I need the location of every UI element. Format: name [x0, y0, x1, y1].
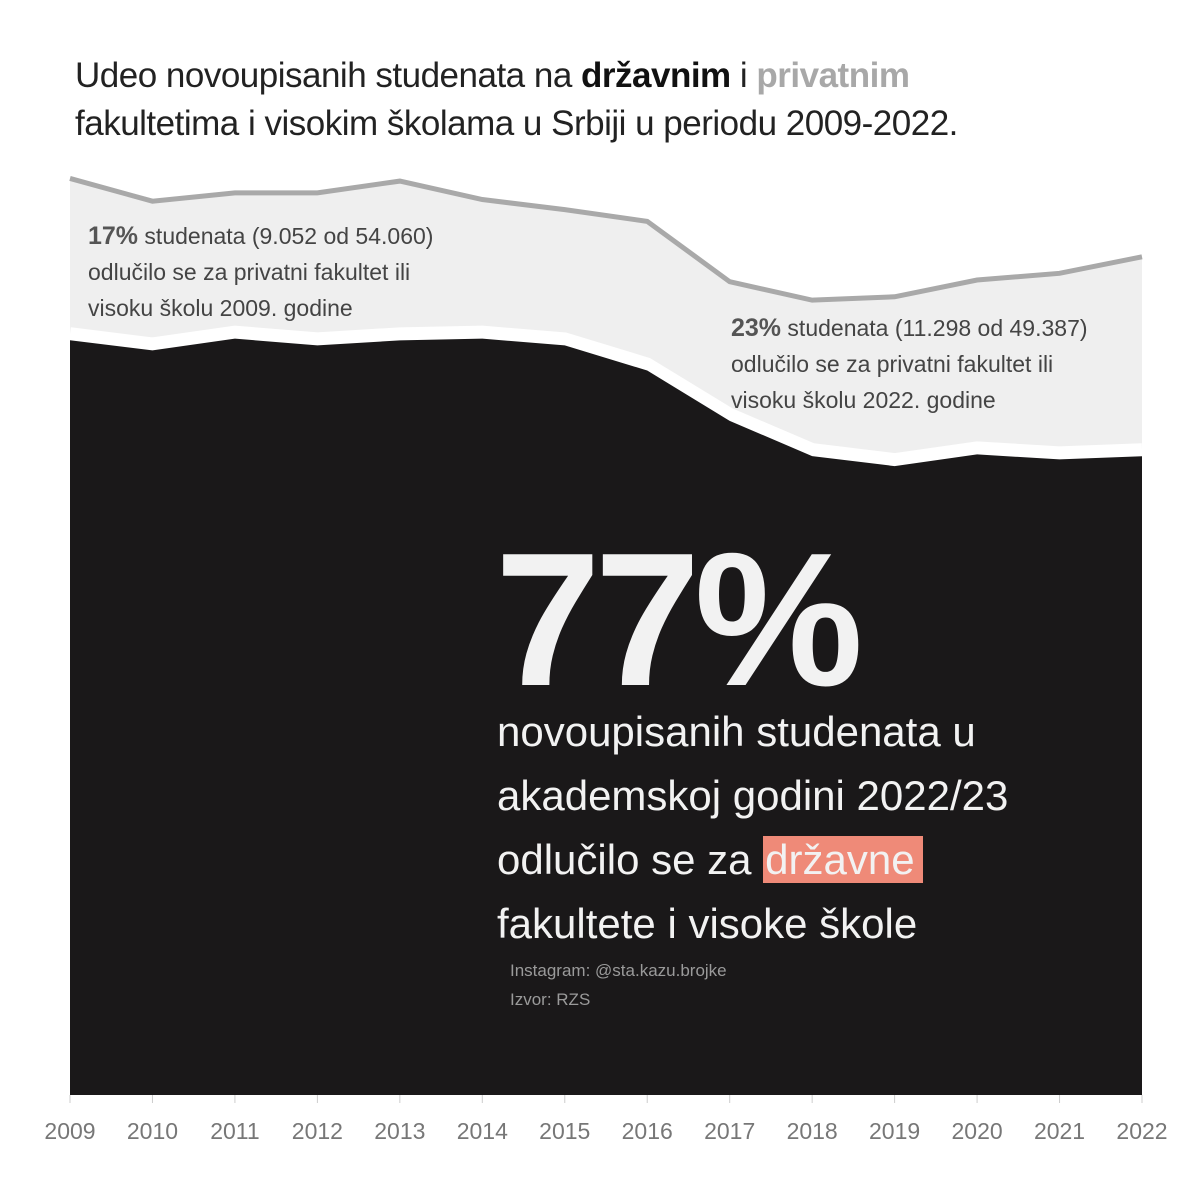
title-text: Udeo novoupisanih studenata na: [75, 56, 582, 95]
x-tick-label: 2013: [374, 1118, 426, 1144]
x-tick-label: 2022: [1116, 1118, 1168, 1144]
x-tick-label: 2014: [456, 1118, 508, 1144]
highlighted-word: državne: [763, 836, 922, 883]
instagram-credit: Instagram: @sta.kazu.brojke: [510, 961, 727, 980]
highlight-line: odlučilo se za: [497, 836, 764, 883]
x-tick-label: 2021: [1033, 1118, 1086, 1144]
annotation-text: visoku školu 2022. godine: [731, 387, 996, 413]
annotation-text: studenata (11.298 od 49.387): [781, 315, 1088, 341]
annotation-text: odlučilo se za privatni fakultet ili: [731, 351, 1054, 377]
x-tick-label: 2009: [44, 1118, 96, 1144]
x-tick-label: 2015: [539, 1118, 591, 1144]
title-line2: fakultetima i visokim školama u Srbiji u periodu 2009-2022.: [75, 104, 958, 143]
x-tick-label: 2018: [786, 1118, 838, 1144]
credits: [510, 956, 727, 1014]
annotation-text: visoku školu 2009. godine: [88, 295, 353, 321]
highlight-line: akademskoj godini 2022/23: [497, 772, 1009, 819]
highlight-percentage: 77%: [495, 514, 858, 726]
title-state-word: državnim: [581, 56, 731, 95]
annotation-2022: [731, 310, 1088, 418]
source-credit: Izvor: RZS: [510, 990, 591, 1009]
x-tick-label: 2017: [704, 1118, 756, 1144]
annotation-pct: 17%: [88, 222, 139, 250]
highlight-line: fakultete i visoke škole: [497, 900, 918, 947]
x-tick-label: 2010: [126, 1118, 179, 1144]
annotation-pct: 23%: [731, 314, 782, 342]
title-private-word: privatnim: [756, 56, 910, 95]
x-tick-label: 2011: [210, 1118, 260, 1144]
highlight-text: [497, 700, 1137, 956]
x-tick-label: 2020: [951, 1118, 1003, 1144]
annotation-text: odlučilo se za privatni fakultet ili: [88, 259, 411, 285]
highlight-line: novoupisanih studenata u: [497, 708, 976, 755]
x-tick-label: 2012: [291, 1118, 343, 1144]
annotation-2009: [88, 218, 433, 326]
x-tick-label: 2016: [621, 1118, 673, 1144]
x-tick-label: 2019: [869, 1118, 921, 1144]
title-text: i: [730, 56, 757, 95]
annotation-text: studenata (9.052 od 54.060): [138, 223, 434, 249]
chart-title: [75, 52, 958, 148]
